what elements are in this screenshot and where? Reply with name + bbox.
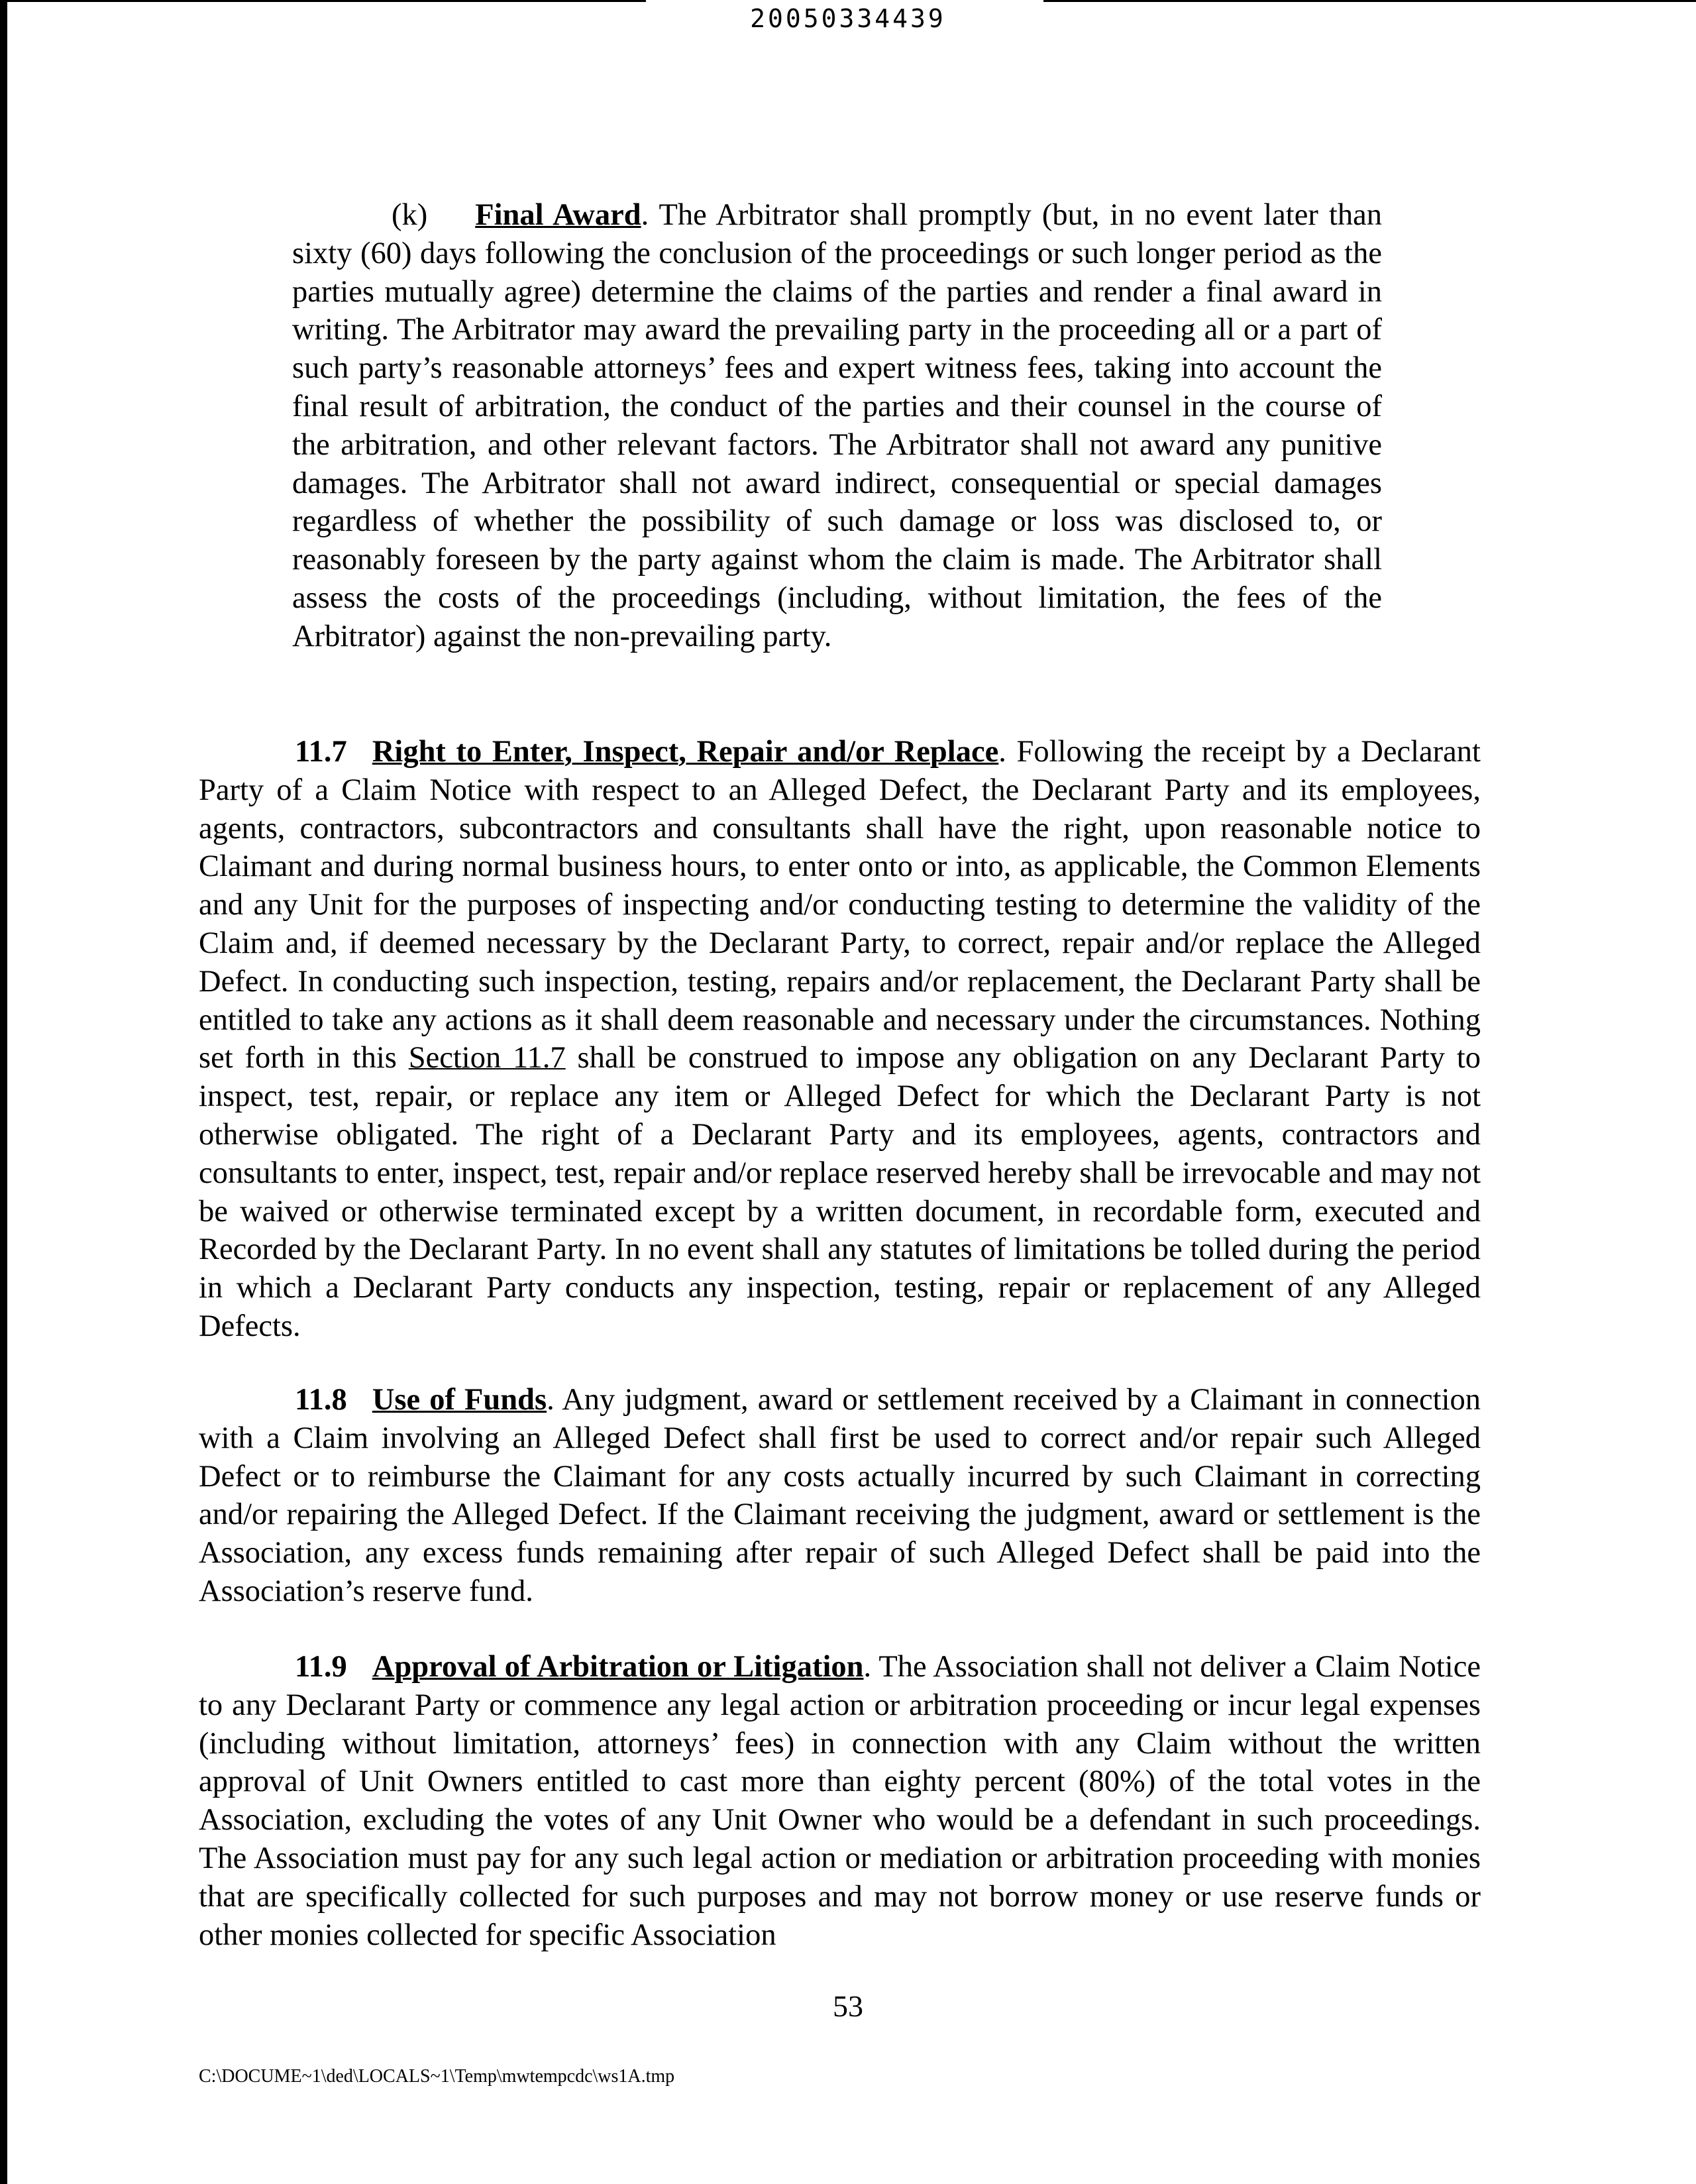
paragraph-11-7 xyxy=(199,733,1481,1346)
section-body: . The Arbitrator shall promptly (but, in no event later than sixty (60) days following the conclusion of the proceedings or such longer period as the parties mutually agree) determine the claims of the parties and render a final award in writing. The Arbitrator may award the prevailing party in the proceeding all or a part of such party’s reasonable attorneys’ fees and expert witness fees, taking into account the final result of arbitration, the conduct of the parties and their counsel in the course of the arbitration, and other relevant factors. The Arbitrator shall not award any punitive damages. The Arbitrator shall not award indirect, consequential or special damages regardless of whether the possibility of such damage or loss was disclosed to, or reasonably foreseen by the party against whom the claim is made. The Arbitrator shall assess the costs of the proceedings (including, without limitation, the fees of the Arbitrator) against the non-prevailing party. xyxy=(292,198,1382,653)
section-heading: Use of Funds xyxy=(372,1383,547,1417)
section-body: . The Association shall not deliver a Claim Notice to any Declarant Party or commence any legal action or arbitration proceeding or incur legal expenses (including without limitation, attorneys’ fees) in connection with any Claim without the written approval of Unit Owners entitled to cast more than eighty percent (80%) of the total votes in the Association, excluding the votes of any Unit Owner who would be a defendant in such proceedings. The Association must pay for any such legal action or mediation or arbitration proceeding with monies that are specifically collected for such purposes and may not borrow money or use reserve funds or other monies collected for specific Association xyxy=(199,1650,1481,1952)
section-body: . Any judgment, award or settlement received by a Claimant in connection with a Claim involving an Alleged Defect shall first be used to correct and/or repair such Alleged Defect or to reimburse the Claimant for any costs actually incurred by such Claimant in correcting and/or repairing the Alleged Defect. If the Claimant receiving the judgment, award or settlement is the Association, any excess funds remaining after repair of such Alleged Defect shall be paid into the Association’s reserve fund. xyxy=(199,1383,1481,1608)
page-number: 53 xyxy=(833,1989,863,2023)
header-rule-left xyxy=(0,0,646,2)
section-number: (k) xyxy=(392,198,428,232)
section-heading: Right to Enter, Inspect, Repair and/or Replace xyxy=(372,735,999,769)
section-cross-reference: Section 11.7 xyxy=(408,1041,566,1075)
section-number: 11.8 xyxy=(295,1383,347,1417)
page-left-edge xyxy=(0,0,7,2184)
paragraph-11-9 xyxy=(199,1648,1481,1954)
file-path-footer: C:\DOCUME~1\ded\LOCALS~1\Temp\mwtempcdc\ws1A.tmp xyxy=(199,2066,675,2087)
header-rule-right xyxy=(1043,0,1696,2)
section-heading: Final Award xyxy=(475,198,641,232)
section-number: 11.7 xyxy=(295,735,347,769)
document-number: 20050334439 xyxy=(750,4,946,33)
paragraph-final-award xyxy=(292,196,1382,656)
section-heading: Approval of Arbitration or Litigation xyxy=(372,1650,864,1684)
section-number: 11.9 xyxy=(295,1650,347,1684)
section-body-continued: shall be construed to impose any obligation on any Declarant Party to inspect, test, repair, or replace any item or Alleged Defect for which the Declarant Party is not otherwise obligated. The right of a Declarant Party and its employees, agents, contractors and consultants to enter, inspect, test, repair and/or replace reserved hereby shall be irrevocable and may not be waived or otherwise terminated except by a written document, in recordable form, executed and Recorded by the Declarant Party. In no event shall any statutes of limitations be tolled during the period in which a Declarant Party conducts any inspection, testing, repair or replacement of any Alleged Defects. xyxy=(199,1041,1481,1343)
paragraph-11-8 xyxy=(199,1381,1481,1611)
section-body: . Following the receipt by a Declarant Party of a Claim Notice with respect to an Alleged Defect, the Declarant Party and its employees, agents, contractors, subcontractors and consultants shall have the right, upon reasonable notice to Claimant and during normal business hours, to enter onto or into, as applicable, the Common Elements and any Unit for the purposes of inspecting and/or conducting testing to determine the validity of the Claim and, if deemed necessary by the Declarant Party, to correct, repair and/or replace the Alleged Defect. In conducting such inspection, testing, repairs and/or replacement, the Declarant Party shall be entitled to take any actions as it shall deem reasonable and necessary under the circumstances. Nothing set forth in this xyxy=(199,735,1481,1075)
